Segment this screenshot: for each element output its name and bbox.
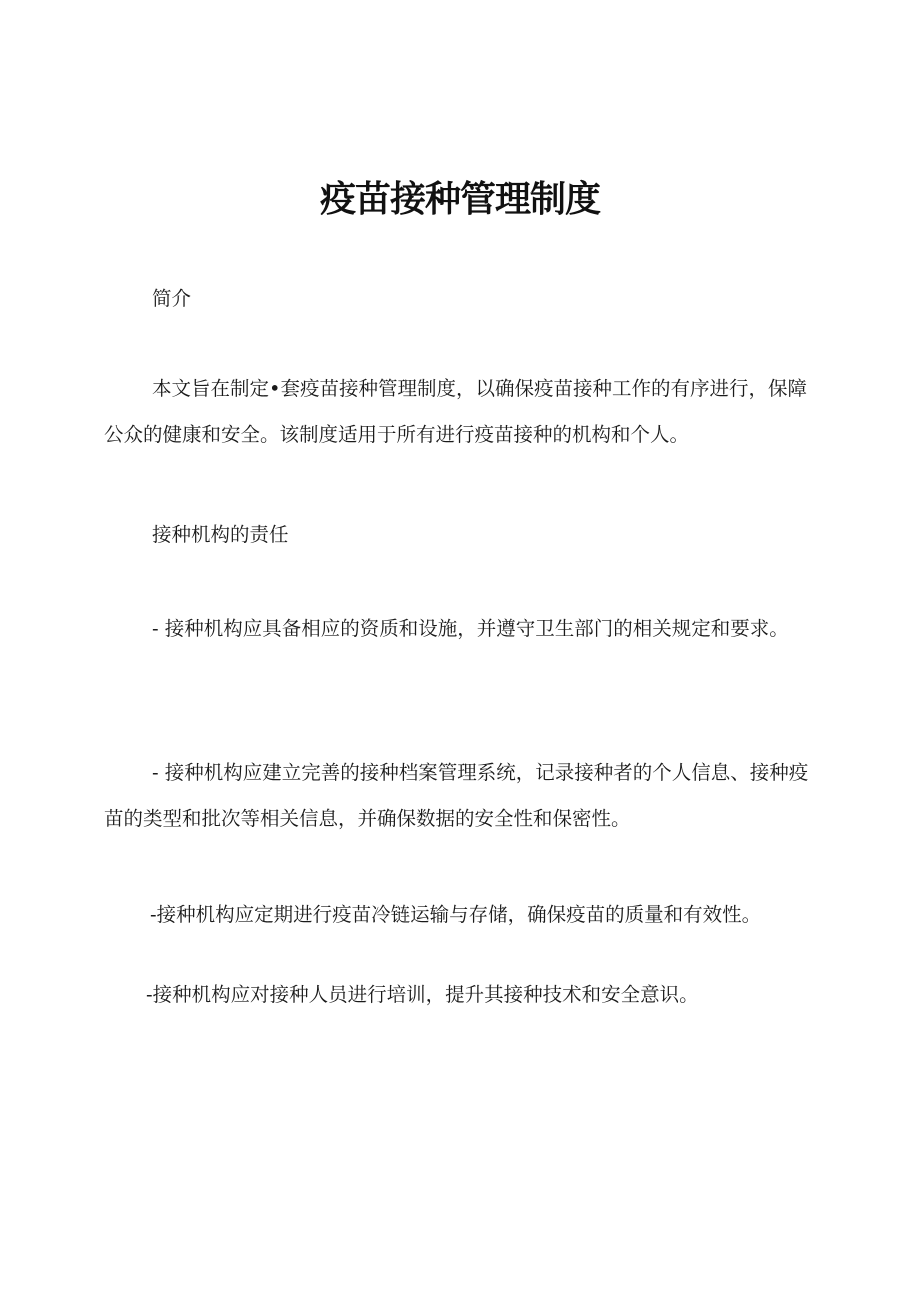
responsibility-item: -接种机构应定期进行疫苗冷链运输与存储，确保疫苗的质量和有效性。 (150, 903, 762, 926)
responsibility-item: - 接种机构应具备相应的资质和设施，并遵守卫生部门的相关规定和要求。 (152, 617, 789, 640)
intro-paragraph: 本文旨在制定•套疫苗接种管理制度，以确保疫苗接种工作的有序进行，保障公众的健康和安全。该制度适用于所有进行疫苗接种的机构和个人。 (104, 377, 808, 446)
section-heading-responsibility: 接种机构的责任 (152, 523, 289, 546)
section-heading-intro: 简介 (152, 287, 192, 310)
document-title: 疫苗接种管理制度 (319, 179, 600, 220)
responsibility-item: - 接种机构应建立完善的接种档案管理系统，记录接种者的个人信息、接种疫苗的类型和批次等相关信息，并确保数据的安全性和保密性。 (104, 761, 809, 830)
responsibility-item: -接种机构应对接种人员进行培训，提升其接种技术和安全意识。 (146, 983, 699, 1006)
